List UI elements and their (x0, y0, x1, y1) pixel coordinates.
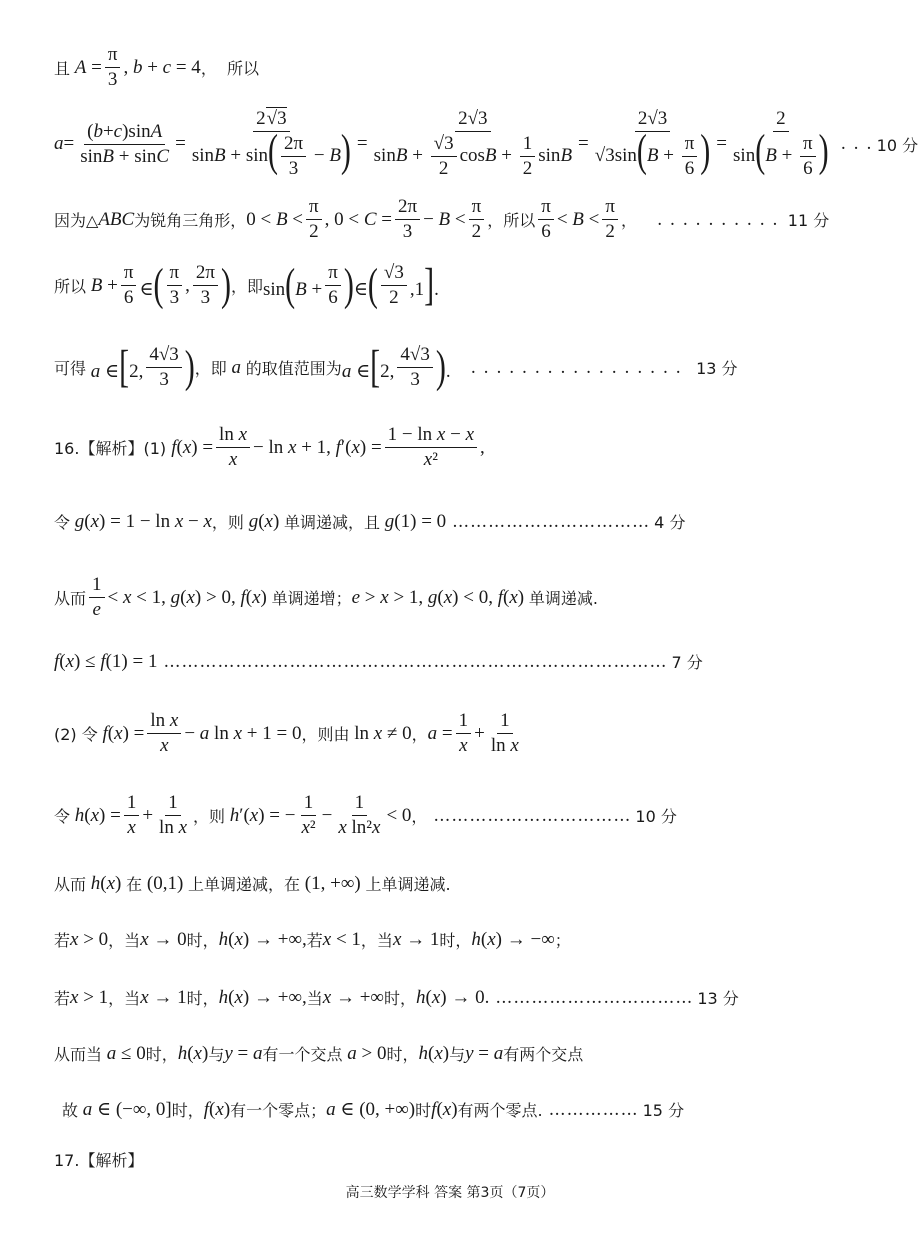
line-2: a = $\frac{(b+c)\sin A}{\sin B + \sin C}$ = 2√3 sinB + sin( $\frac{2\pi}{3}$ − B) = 2√3 sinB + $\frac{√3}{2}$ cosB + $\frac{1}{2}$ sinB = 2√3 √3sin(B + $\frac{\pi}{6}$ ) = 2 sin(B + $\frac{\pi}{6}$ ) . . . 10 分 (54, 108, 918, 179)
line-8: 从而 1 e < x < 1, g(x) > 0, f(x) 单调递增； e > x > 1, g(x) < 0, f(x) 单调递减. (54, 574, 598, 620)
line-17 (54, 1148, 143, 1171)
section-17-heading: 17.【解析】 (54, 1151, 144, 1170)
line-5: 可得 a ∈[2, 4√3 3 ) ，即 a 的取值范围为 a ∈[2, 4√3 3 ). . . . . . . . . . . . . . . . . . 13 分 (54, 342, 738, 392)
line-7: 令 g(x) = 1 − ln x − x ，则 g(x) 单调递减，且 g(1) = 0 …………………………… 4 分 (54, 510, 686, 532)
line-9: f(x) ≤ f(1) = 1 ………………………………………………………………………… 7 分 (54, 650, 703, 672)
line-15: 从而当 a ≤ 0 时， h(x) 与 y = a 有一个交点 a > 0 时， h(x) 与 y = a 有两个交点 (54, 1042, 584, 1064)
line-4: 所以 B + $\frac{\pi}{6}$ ∈( π 3 , 2π 3 ) ，即 sin(B + $\frac{\pi}{6}$ )∈( √3 2 ,1]. (54, 260, 439, 310)
line-6: 16.【解析】(1) f(x) = $\frac{\text{ln x}}{x}$ − ln x + 1, f′(x) = $\frac{\text{1 − ln x − x}}{\text{x²}}$ , (54, 424, 485, 470)
line-3: 因为△ ABC 为锐角三角形， 0 < B < π 2 , 0 < C = $\frac{2\pi}{3}$ − B < π 2 ，所以 π 6 < B < π 2 ， . . . . . . . . . . 11 分 (54, 196, 830, 242)
page-footer: 高三数学学科 答案 第3页（7页） (345, 1185, 555, 1201)
line-14: 若 x > 1 ，当 x → 1 时， h(x) → +∞, 当 x → +∞ 时， h(x) → 0. …………………………… 13 分 (54, 986, 739, 1008)
line-11: 令 h(x) = $\frac{1}{x}$ + $\frac{1}{\text{ln x}}$ ，则 h′(x) = − $\frac{1}{\text{x²}}$ − $\frac{1}{\text{x ln²x}}$ < 0 ， …………………………… 10 分 (54, 792, 677, 838)
line-10: (2) 令 f(x) = $\frac{\text{ln x}}{x}$ − a ln x + 1 = 0 ，则由 ln x ≠ 0 ， a = $\frac{1}{x}$ + $\frac{1}{\text{ln x}}$ (54, 710, 519, 756)
line-13: 若 x > 0 ，当 x → 0 时， h(x) → +∞, 若 x < 1 ，当 x → 1 时， h(x) → −∞ ； (54, 928, 571, 950)
line-12: 从而 h(x) 在 (0,1) 上单调递减，在 (1, +∞) 上单调递减. (54, 872, 451, 894)
line-16: 故 a ∈ (−∞, 0] 时， f(x) 有一个零点； a ∈ (0, +∞) 时 f(x) 有两个零点. …………… 15 分 (62, 1098, 685, 1120)
line-1: 且 A = $\frac{\pi}{3}$ , b + c = 4 ， 所以 (54, 44, 259, 90)
